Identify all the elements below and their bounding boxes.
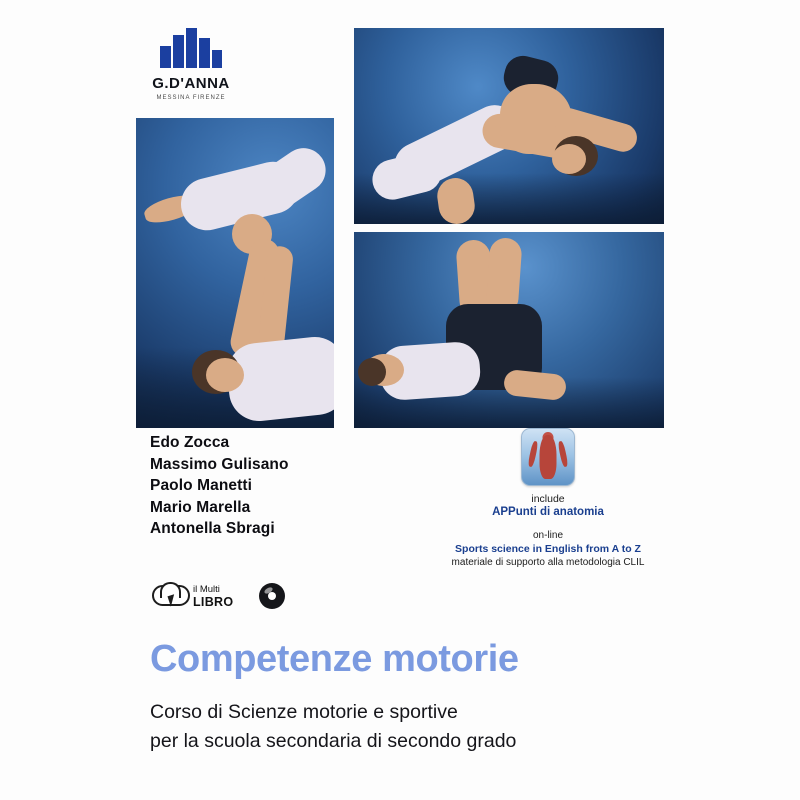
include-label: include: [531, 493, 565, 505]
photo-bottom: [354, 232, 664, 428]
photo-left: [136, 118, 334, 428]
publisher-subtitle: MESSINA FIRENZE: [156, 95, 226, 101]
publisher-logo: [136, 28, 246, 101]
online-subtitle: materiale di supporto alla metodologia CLIL: [451, 557, 645, 568]
cd-disc-icon: [259, 583, 285, 609]
author-name: Mario Marella: [150, 498, 251, 516]
include-title: APPunti di anatomia: [492, 506, 604, 518]
cloud-cursor-icon: [152, 582, 186, 610]
multilibro-big-label: LIBRO: [193, 595, 234, 609]
publisher-name: G.D'ANNA: [152, 75, 230, 92]
author-name: Edo Zocca: [150, 434, 230, 451]
subtitle-line-2: per la scuola secondaria di secondo grado: [150, 730, 517, 752]
online-title: Sports science in English from A to Z: [455, 543, 641, 555]
author-name: Paolo Manetti: [150, 477, 253, 494]
author-name: Antonella Sbragi: [150, 520, 275, 537]
multilibro-small-label: il Multi: [193, 584, 220, 595]
subtitle-line-1: Corso di Scienze motorie e sportive: [150, 701, 458, 723]
anatomy-app-icon: [521, 428, 575, 486]
bars-logo-icon: [160, 28, 222, 68]
photo-top: [354, 28, 664, 224]
author-name: Massimo Gulisano: [150, 455, 289, 473]
online-label: on-line: [532, 530, 564, 541]
authors-list: [150, 432, 450, 540]
extras-block: [432, 428, 664, 568]
multilibro-badge: [152, 582, 233, 610]
page-subtitle: [150, 698, 516, 756]
page-title: Competenze motorie: [150, 638, 519, 680]
media-row: [152, 582, 285, 610]
